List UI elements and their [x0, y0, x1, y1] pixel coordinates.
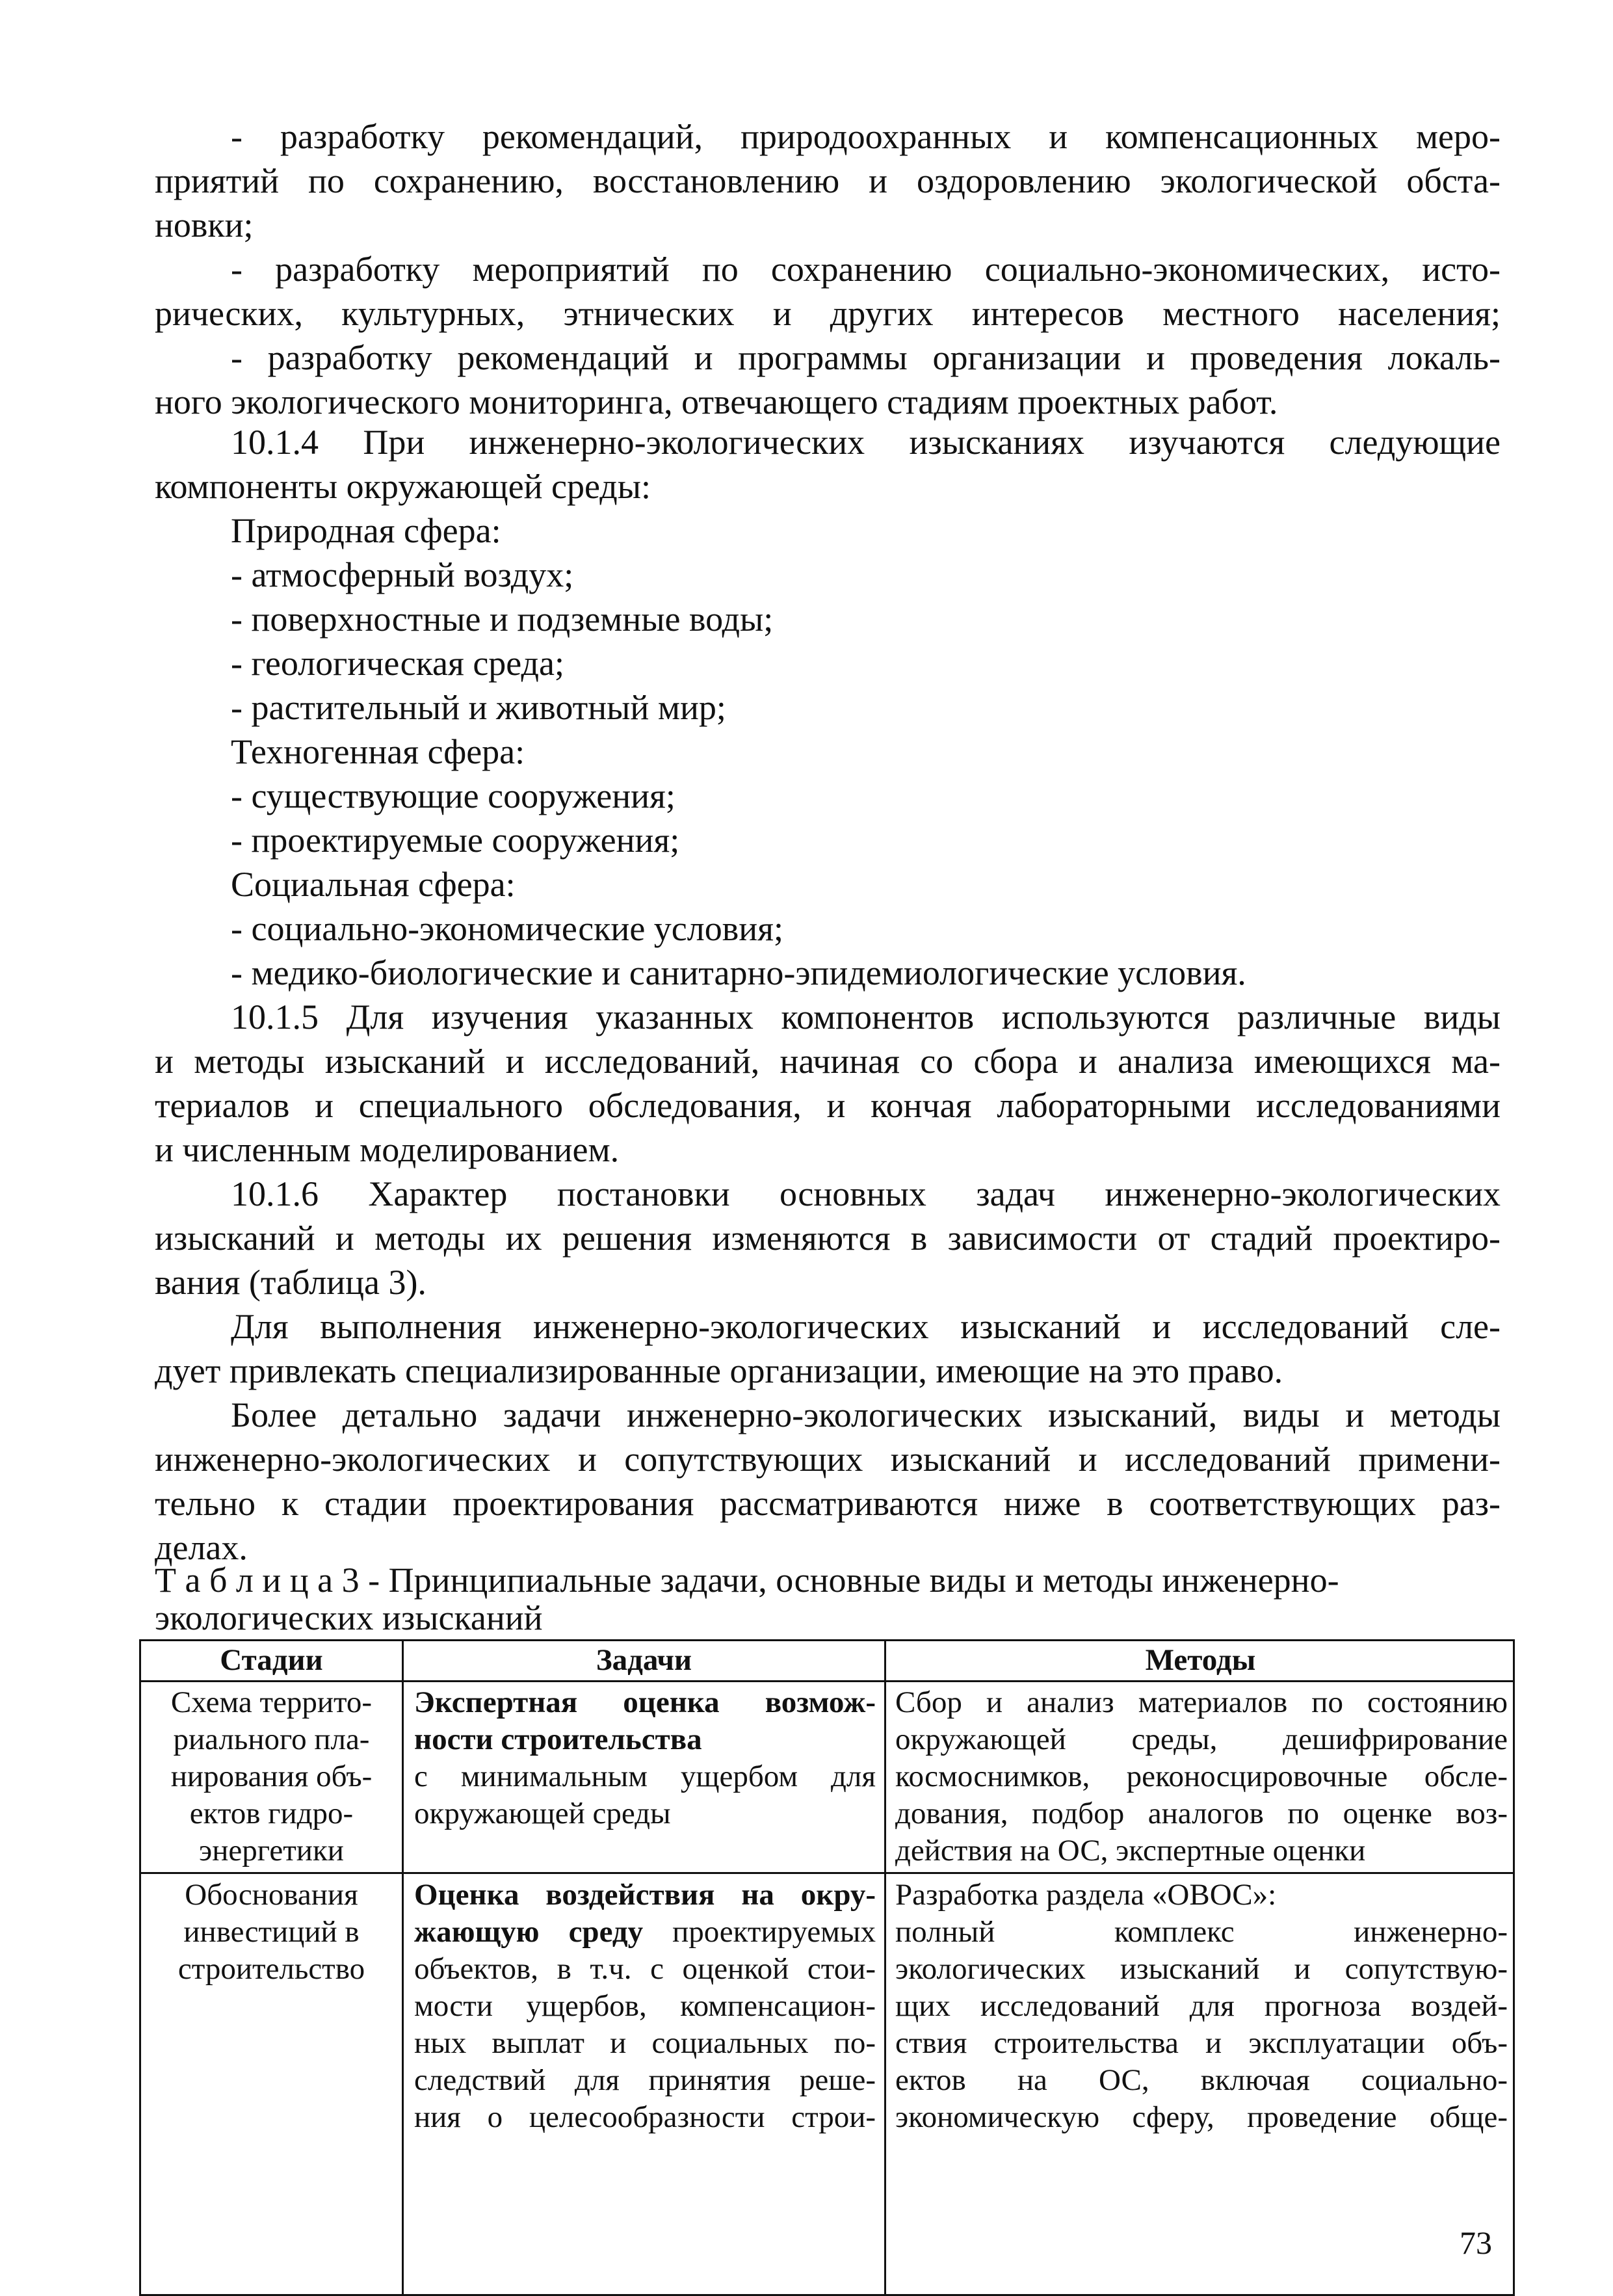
cell-line: энергетики: [199, 1834, 344, 1867]
cell-line: Обоснования: [185, 1878, 358, 1912]
cell-line: Схема террито-: [170, 1685, 373, 1719]
cell-line: нирования объ-: [170, 1760, 373, 1793]
cell-line: [414, 1914, 876, 1951]
section-heading: Социальная сфера:: [231, 865, 516, 904]
list-item: - растительный и животный мир;: [231, 688, 726, 727]
text-line: изысканий и методы их решения изменяются в зависимости от стадий проектиро-: [155, 1219, 1501, 1258]
cell-line: ствия строительства и эксплуатации объ-: [895, 2026, 1508, 2060]
text-line: 10.1.5 Для изучения указанных компонентов используются различные виды: [231, 997, 1501, 1036]
cell-line: Разработка раздела «ОВОС»:: [895, 1878, 1277, 1912]
text-line: и численным моделированием.: [155, 1130, 620, 1169]
row-divider: [141, 1872, 1513, 1874]
cell-line: полный комплекс инженерно-: [895, 1915, 1508, 1949]
text-line: териалов и специального обследования, и кончая лабораторными исследованиями: [155, 1086, 1501, 1125]
cell-line: щих исследований для прогноза воздей-: [895, 1989, 1508, 2023]
page-number: 73: [1460, 2224, 1492, 2261]
text-line: - разработку мероприятий по сохранению социально-экономических, исто-: [231, 250, 1501, 289]
text-line: компоненты окружающей среды:: [155, 467, 651, 506]
cell-line: ния о целесообразности строи-: [414, 2100, 876, 2134]
text-line: Для выполнения инженерно-экологических изысканий и исследований сле-: [231, 1307, 1501, 1346]
cell-line: ектов на ОС, включая социально-: [895, 2063, 1508, 2097]
table-cell-method: [895, 1684, 1508, 1869]
list-item: - проектируемые сооружения;: [231, 821, 680, 860]
table-cell-task: [414, 1684, 876, 1832]
text-line: - разработку рекомендаций и программы организации и проведения локаль-: [231, 338, 1501, 377]
cell-line: дования, подбор аналогов по оценке воз-: [895, 1797, 1508, 1830]
column-divider: [402, 1641, 404, 2294]
cell-text: проектируемых: [643, 1915, 876, 1949]
text-line: 10.1.6 Характер постановки основных задач инженерно-экологических: [231, 1174, 1501, 1213]
row-divider: [141, 1680, 1513, 1682]
header-stages: Стадии: [220, 1643, 323, 1677]
table-cell-method: [895, 1877, 1508, 2136]
column-divider: [884, 1641, 886, 2294]
table-cell-stage: [144, 1877, 399, 1988]
cell-line: экологических изысканий и сопутствую-: [895, 1952, 1508, 1986]
cell-bold-text: жающую среду: [414, 1915, 644, 1949]
list-item: - поверхностные и подземные воды;: [231, 600, 774, 639]
text-line: инженерно-экологических и сопутствующих изысканий и исследований примени-: [155, 1440, 1501, 1479]
cell-line: ектов гидро-: [189, 1797, 354, 1830]
text-line: делах.: [155, 1528, 248, 1567]
cell-line: космоснимков, реконосцировочные обсле-: [895, 1760, 1508, 1793]
cell-line: окружающей среды, дешифрирование: [895, 1722, 1508, 1756]
list-item: - социально-экономические условия;: [231, 909, 783, 948]
cell-line: Экспертная оценка возмож-: [414, 1685, 876, 1719]
text-line: - разработку рекомендаций, природоохранных и компенсационных меро-: [231, 117, 1501, 156]
cell-line: следствий для принятия реше-: [414, 2063, 876, 2097]
cell-line: Сбор и анализ материалов по состоянию: [895, 1685, 1508, 1719]
header-tasks: Задачи: [596, 1643, 692, 1677]
cell-line: ных выплат и социальных по-: [414, 2026, 876, 2060]
text-line: вания (таблица 3).: [155, 1263, 426, 1302]
section-heading: Природная сфера:: [231, 511, 501, 550]
list-item: - геологическая среда;: [231, 644, 564, 683]
cell-line: Оценка воздействия на окру-: [414, 1878, 876, 1912]
table-cell-task: [414, 1877, 876, 2136]
cell-line: ности строительства: [414, 1722, 702, 1756]
cell-line: инвестиций в: [183, 1915, 360, 1949]
cell-line: мости ущербов, компенсацион-: [414, 1989, 876, 2023]
list-item: - существующие сооружения;: [231, 776, 675, 815]
table-caption-label: Т а б л и ц а 3: [155, 1561, 360, 1600]
cell-line: с минимальным ущербом для: [414, 1760, 876, 1793]
list-item: - медико-биологические и санитарно-эпидемиологические условия.: [231, 953, 1246, 992]
methods-table: [139, 1639, 1515, 2296]
text-line: дует привлекать специализированные организации, имеющие на это право.: [155, 1351, 1283, 1390]
section-heading: Техногенная сфера:: [231, 732, 525, 771]
text-line: новки;: [155, 205, 254, 244]
text-line: тельно к стадии проектирования рассматриваются ниже в соответствующих раз-: [155, 1484, 1501, 1523]
text-line: Более детально задачи инженерно-экологических изысканий, виды и методы: [231, 1395, 1501, 1434]
text-line: ного экологического мониторинга, отвечающего стадиям проектных работ.: [155, 382, 1278, 421]
text-line: приятий по сохранению, восстановлению и оздоровлению экологической обста-: [155, 161, 1501, 200]
text-line: рических, культурных, этнических и других интересов местного населения;: [155, 294, 1501, 333]
cell-line: риального пла-: [173, 1722, 370, 1756]
table-caption-text: - Принципиальные задачи, основные виды и методы инженерно-: [359, 1561, 1339, 1600]
cell-line: экономическую сферу, проведение обще-: [895, 2100, 1508, 2134]
text-line: и методы изысканий и исследований, начиная со сбора и анализа имеющихся ма-: [155, 1042, 1501, 1081]
cell-line: строительство: [177, 1952, 365, 1986]
list-item: - атмосферный воздух;: [231, 555, 574, 594]
cell-line: объектов, в т.ч. с оценкой стои-: [414, 1952, 876, 1986]
table-cell-stage: [144, 1684, 399, 1869]
cell-line: действия на ОС, экспертные оценки: [895, 1834, 1366, 1867]
header-methods: Методы: [1145, 1643, 1256, 1677]
text-line: 10.1.4 При инженерно-экологических изысканиях изучаются следующие: [231, 423, 1501, 462]
cell-line: окружающей среды: [414, 1797, 671, 1830]
table-caption-continued: экологических изысканий: [155, 1598, 543, 1637]
